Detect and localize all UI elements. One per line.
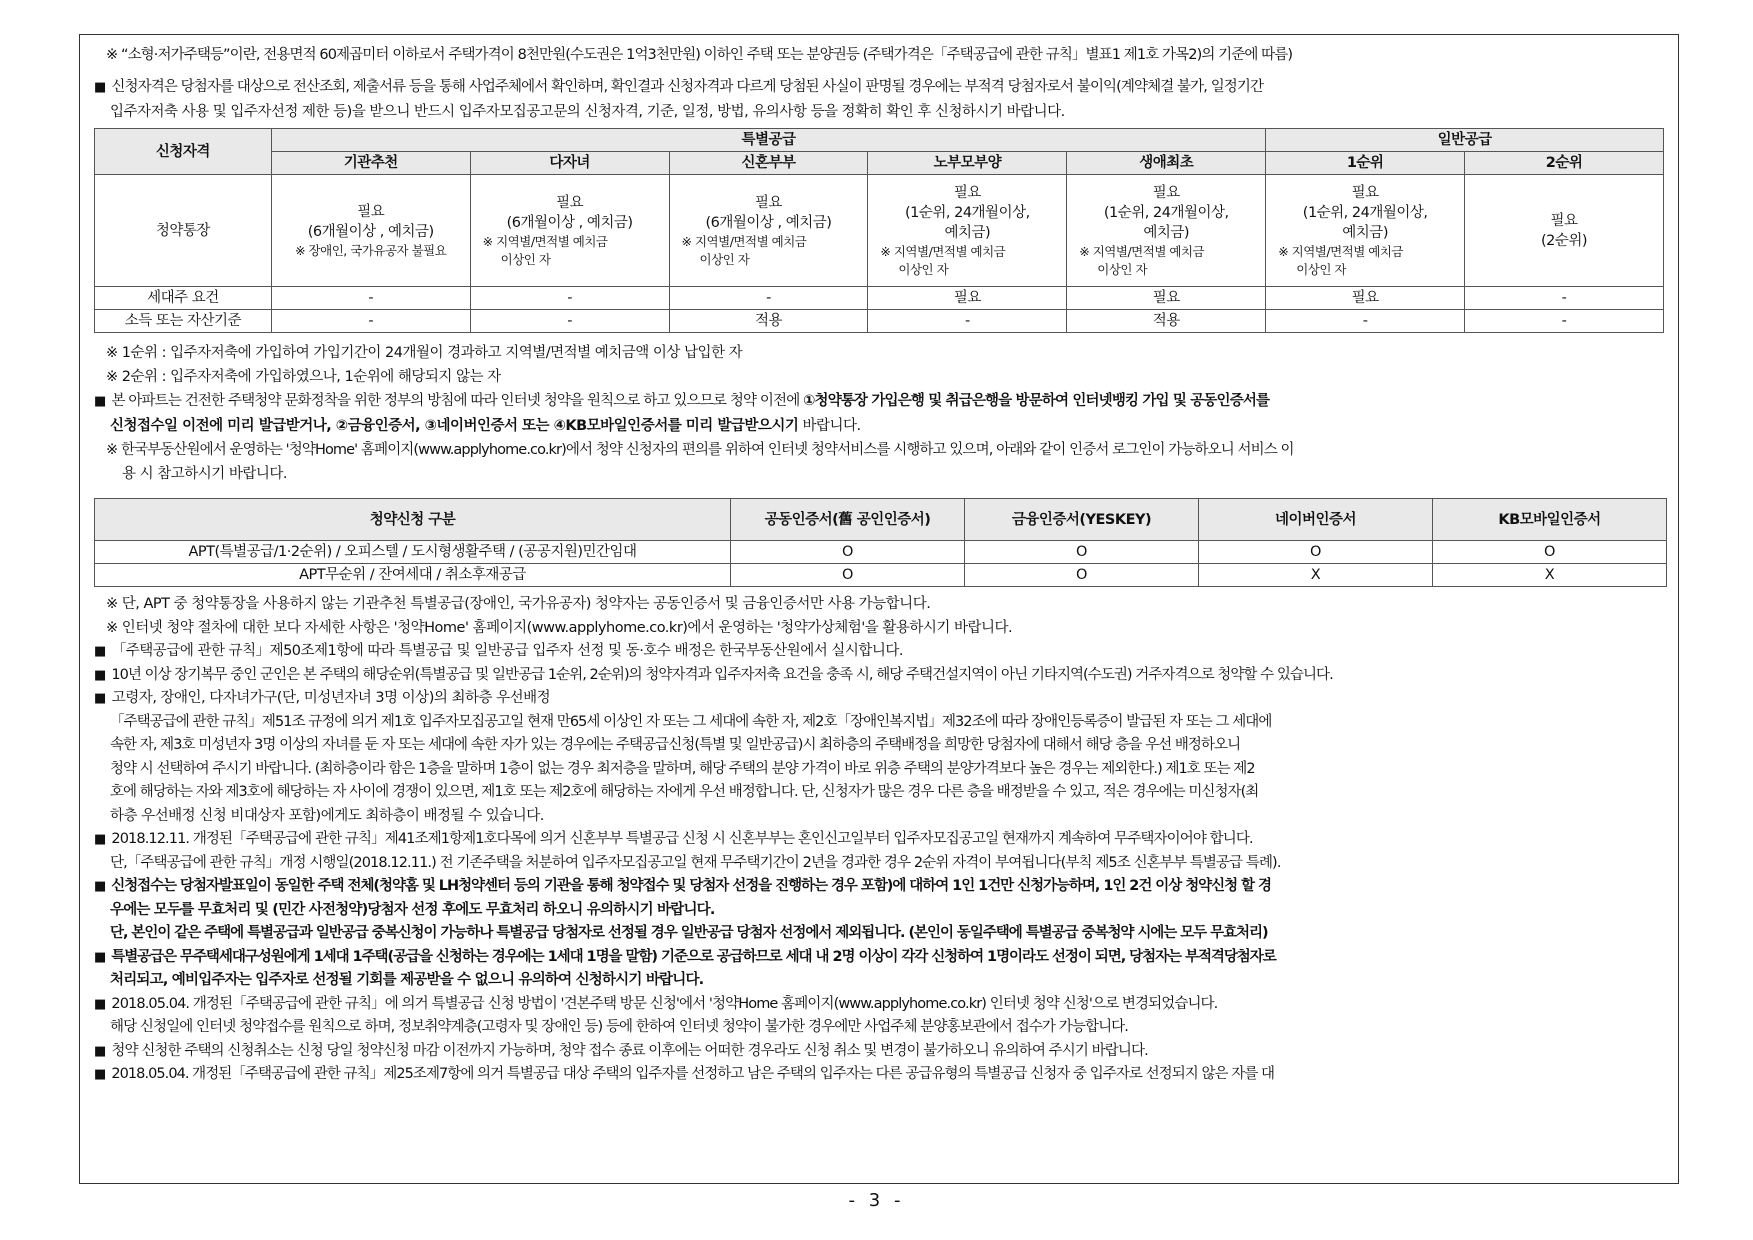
- special-line-1: ■ 특별공급은 무주택세대구성원에게 1세대 1주택(공급을 신청하는 경우에는 1세대 1명을 말함) 기준으로 공급하므로 세대 내 2명 이상이 각각 신청하여 1명이라도 선정이 되면, 당첨자는 부적격당첨자로: [94, 946, 1664, 970]
- internet-note-1: ※ 한국부동산원에서 운영하는 '청약Home' 홈페이지(www.applyhome.co.kr)에서 청약 신청자의 편의를 위하여 인터넷 청약서비스를 시행하고 있으며, 아래와 같이 인증서 로그인이 가능하오니 서비스 이: [106, 442, 1294, 458]
- table1-col-2: 신혼부부: [669, 152, 868, 175]
- table1-row-household-label: 세대주 요건: [95, 287, 272, 310]
- table1-row-account-label: 청약통장: [95, 175, 272, 287]
- after-bullet-1: ■ 「주택공급에 관한 규칙」제50조제1항에 따라 특별공급 및 일반공급 입주자 선정 및 동·호수 배정은 한국부동산원에서 실시합니다.: [94, 640, 1664, 664]
- table2-header: KB모바일인증서: [1433, 499, 1667, 541]
- newlywed-line-1: ■ 2018.12.11. 개정된「주택공급에 관한 규칙」제41조제1항제1호다목에 의거 신혼부부 특별공급 신청 시 신혼부부는 혼인신고일부터 입주자모집공고일 현재까지 계속하여 무주택자이어야 합니다.: [94, 828, 1664, 852]
- table1-income-cell: 적용: [1067, 310, 1266, 333]
- table1-household-cell: -: [1465, 287, 1664, 310]
- newlywed-line-2: 단,「주택공급에 관한 규칙」개정 시행일(2018.12.11.) 전 기존주택을 처분하여 입주자모집공고일 현재 무주택기간이 2년을 경과한 경우 2순위 자격이 부여됩니다(부칙 제5조 신혼부부 특별공급 특례).: [110, 854, 1281, 871]
- certificate-table: [94, 498, 1667, 587]
- table2-cell: O: [965, 541, 1199, 564]
- table1-account-cell: 필요 (6개월이상 , 예치금) ※ 장애인, 국가유공자 불필요: [271, 175, 470, 287]
- table1-household-cell: 필요: [868, 287, 1067, 310]
- table1-row-income-label: 소득 또는 자산기준: [95, 310, 272, 333]
- table2-header: 공동인증서(舊 공인인증서): [731, 499, 965, 541]
- table1-income-cell: -: [271, 310, 470, 333]
- table2-cell: X: [1199, 564, 1433, 587]
- rank-note-2: ※ 2순위 : 입주자저축에 가입하였으나, 1순위에 해당되지 않는 자: [106, 369, 501, 385]
- elderly-line-2: 속한 자, 제3호 미성년자 3명 이상의 자녀를 둔 자 또는 세대에 속한 자가 있는 경우에는 주택공급신청(특별 및 일반공급)시 최하층의 주택배정을 희망한 당첨자에 대해서 해당 층을 우선 배정하오니: [110, 737, 1241, 753]
- table1-group-special: 특별공급: [271, 129, 1265, 152]
- qualification-line-2: 입주자저축 사용 및 입주자선정 제한 등)을 받으니 반드시 입주자모집공고문의 신청자격, 기준, 일정, 방법, 유의사항 등을 정확히 확인 후 신청하시기 바랍니다.: [110, 104, 1065, 120]
- table1-col-5: 1순위: [1266, 152, 1465, 175]
- table1-income-cell: -: [1266, 310, 1465, 333]
- internet-line-1: ■ 본 아파트는 건전한 주택청약 문화정착을 위한 정부의 방침에 따라 인터넷 청약을 원칙으로 하고 있으므로 청약 이전에 ①청약통장 가입은행 및 취급은행을 방문하여 인터넷뱅킹 가입 및 공동인증서를: [94, 389, 1664, 414]
- table2-cell: O: [731, 541, 965, 564]
- table1-account-cell: 필요 (6개월이상 , 예치금) ※ 지역별/면적별 예치금 이상인 자: [470, 175, 669, 287]
- table2-header: 금융인증서(YESKEY): [965, 499, 1199, 541]
- page-frame: [79, 34, 1679, 1184]
- table2-cell: APT(특별공급/1·2순위) / 오피스텔 / 도시형생활주택 / (공공지원)민간임대: [95, 541, 731, 564]
- page-content: [94, 43, 1664, 1087]
- after-note-2: ※ 인터넷 청약 절차에 대한 보다 자세한 사항은 '청약Home' 홈페이지(www.applyhome.co.kr)에서 운영하는 '청약가상체험'을 활용하시기 바랍니다.: [106, 619, 1013, 636]
- duplicate-line-3: 단, 본인이 같은 주택에 특별공급과 일반공급 중복신청이 가능하나 특별공급 당첨자로 선정될 경우 일반공급 당첨자 선정에서 제외됩니다. (본인이 동일주택에 특별공급 중복청약 시에는 모두 무효처리): [110, 925, 1268, 941]
- table2-cell: X: [1433, 564, 1667, 587]
- table1-household-cell: 필요: [1266, 287, 1465, 310]
- table1-income-cell: 적용: [669, 310, 868, 333]
- page-number: - 3 -: [848, 1190, 905, 1211]
- table1-group-general: 일반공급: [1266, 129, 1664, 152]
- table1-col-1: 다자녀: [470, 152, 669, 175]
- elderly-line-1: 「주택공급에 관한 규칙」제51조 규정에 의거 제1호 입주자모집공고일 현재 만65세 이상인 자 또는 그 세대에 속한 자, 제2호「장애인복지법」제32조에 따라 장애인등록증이 발급된 자 또는 그 세대에: [110, 713, 1272, 730]
- final-bullet-3: ■ 청약 신청한 주택의 신청취소는 신청 당일 청약신청 마감 이전까지 가능하며, 청약 접수 종료 이후에는 어떠한 경우라도 신청 취소 및 변경이 불가하오니 유의하여 주시기 바랍니다.: [94, 1040, 1664, 1064]
- after-bullet-3: ■ 고령자, 장애인, 다자녀가구(단, 미성년자녀 3명 이상)의 최하층 우선배정: [94, 687, 1664, 711]
- table1-income-cell: -: [868, 310, 1067, 333]
- table2-header: 네이버인증서: [1199, 499, 1433, 541]
- special-line-2: 처리되고, 예비입주자는 입주자로 선정될 기회를 제공받을 수 없으니 유의하여 신청하시기 바랍니다.: [110, 972, 704, 988]
- elderly-line-5: 하층 우선배정 신청 비대상자 포함)에게도 최하층이 배정될 수 있습니다.: [110, 807, 544, 824]
- final-line-2: 해당 신청일에 인터넷 청약접수를 원칙으로 하며, 정보취약계층(고령자 및 장애인 등) 등에 한하여 인터넷 청약이 불가한 경우에만 사업주체 분양홍보관에서 접수가 가능합니다.: [110, 1019, 1128, 1035]
- table2-cell: O: [731, 564, 965, 587]
- table1-household-cell: -: [669, 287, 868, 310]
- duplicate-line-1: ■ 신청접수는 당첨자발표일이 동일한 주택 전체(청약홈 및 LH청약센터 등의 기관을 통해 청약접수 및 당첨자 선정을 진행하는 경우 포함)에 대하여 1인 1건만 신청가능하며, 1인 2건 이상 청약신청 할 경: [94, 875, 1664, 899]
- table2-cell: O: [965, 564, 1199, 587]
- table1-col-6: 2순위: [1465, 152, 1664, 175]
- table1-account-cell: 필요 (1순위, 24개월이상, 예치금) ※ 지역별/면적별 예치금 이상인 자: [1067, 175, 1266, 287]
- table1-account-cell: 필요 (2순위): [1465, 175, 1664, 287]
- internet-line-2: 신청접수일 이전에 미리 발급받거나, ②금융인증서, ③네이버인증서 또는 ④KB모바일인증서를 미리 발급받으시기 바랍니다.: [110, 418, 861, 434]
- table2-cell: O: [1433, 541, 1667, 564]
- duplicate-line-2: 우에는 모두를 무효처리 및 (민간 사전청약)당첨자 선정 후에도 무효처리 하오니 유의하시기 바랍니다.: [110, 901, 715, 918]
- table2-cell: O: [1199, 541, 1433, 564]
- table1-col-0: 기관추천: [271, 152, 470, 175]
- table1-col-4: 생애최초: [1067, 152, 1266, 175]
- elderly-line-4: 호에 해당하는 자와 제3호에 해당하는 자 사이에 경쟁이 있으면, 제1호 또는 제2호에 해당하는 자에게 우선 배정합니다. 단, 신청자가 많은 경우 다른 층을 배정받을 수 있고, 적은 경우에는 미신청자(최: [110, 784, 1259, 800]
- table1-col-3: 노부모부양: [868, 152, 1067, 175]
- table1-income-cell: -: [470, 310, 669, 333]
- table1-income-cell: -: [1465, 310, 1664, 333]
- table1-corner: 신청자격: [95, 129, 272, 175]
- internet-note-2: 용 시 참고하시기 바랍니다.: [122, 466, 288, 482]
- table1-household-cell: 필요: [1067, 287, 1266, 310]
- after-note-1: ※ 단, APT 중 청약통장을 사용하지 않는 기관추천 특별공급(장애인, 국가유공자) 청약자는 공동인증서 및 금융인증서만 사용 가능합니다.: [106, 596, 931, 612]
- rank-note-1: ※ 1순위 : 입주자저축에 가입하여 가입기간이 24개월이 경과하고 지역별/면적별 예치금액 이상 납입한 자: [106, 345, 743, 361]
- table1-household-cell: -: [271, 287, 470, 310]
- table1-account-cell: 필요 (6개월이상 , 예치금) ※ 지역별/면적별 예치금 이상인 자: [669, 175, 868, 287]
- table2-header: 청약신청 구분: [95, 499, 731, 541]
- qualification-line-1: ■ 신청자격은 당첨자를 대상으로 전산조회, 제출서류 등을 통해 사업주체에서 확인하며, 확인결과 신청자격과 다르게 당첨된 사실이 판명될 경우에는 부적격 당첨자로서 불이익(계약체결 불가, 일정기간: [94, 75, 1664, 100]
- table1-household-cell: -: [470, 287, 669, 310]
- top-note: ※ “소형·저가주택등”이란, 전용면적 60제곱미터 이하로서 주택가격이 8천만원(수도권은 1억3천만원) 이하인 주택 또는 분양권등 (주택가격은「주택공급에 관한 규칙」별표1 제1호 가목2)의 기준에 따름): [106, 47, 1293, 63]
- qualification-table: [94, 128, 1664, 333]
- final-bullet-4: ■ 2018.05.04. 개정된「주택공급에 관한 규칙」제25조제7항에 의거 특별공급 대상 주택의 입주자를 선정하고 남은 주택의 입주자는 다른 공급유형의 특별공급 신청자 중 입주자로 선정되지 않은 자를 대: [94, 1063, 1664, 1087]
- elderly-line-3: 청약 시 선택하여 주시기 바랍니다. (최하층이라 함은 1층을 말하며 1층이 없는 경우 최저층을 말하며, 해당 주택의 분양 가격이 바로 위층 주택의 분양가격보다 높은 경우는 제외한다.) 제1호 또는 제2: [110, 760, 1255, 777]
- after-bullet-2: ■ 10년 이상 장기복무 중인 군인은 본 주택의 해당순위(특별공급 및 일반공급 1순위, 2순위)의 청약자격과 입주자저축 요건을 충족 시, 해당 주택건설지역이 아닌 기타지역(수도권) 거주자격으로 청약할 수 있습니다.: [94, 664, 1664, 688]
- table1-account-cell: 필요 (1순위, 24개월이상, 예치금) ※ 지역별/면적별 예치금 이상인 자: [1266, 175, 1465, 287]
- final-bullet-1: ■ 2018.05.04. 개정된「주택공급에 관한 규칙」에 의거 특별공급 신청 방법이 '견본주택 방문 신청'에서 '청약Home 홈페이지(www.applyhome.co.kr) 인터넷 청약 신청'으로 변경되었습니다.: [94, 993, 1664, 1017]
- table2-cell: APT무순위 / 잔여세대 / 취소후재공급: [95, 564, 731, 587]
- table1-account-cell: 필요 (1순위, 24개월이상, 예치금) ※ 지역별/면적별 예치금 이상인 자: [868, 175, 1067, 287]
